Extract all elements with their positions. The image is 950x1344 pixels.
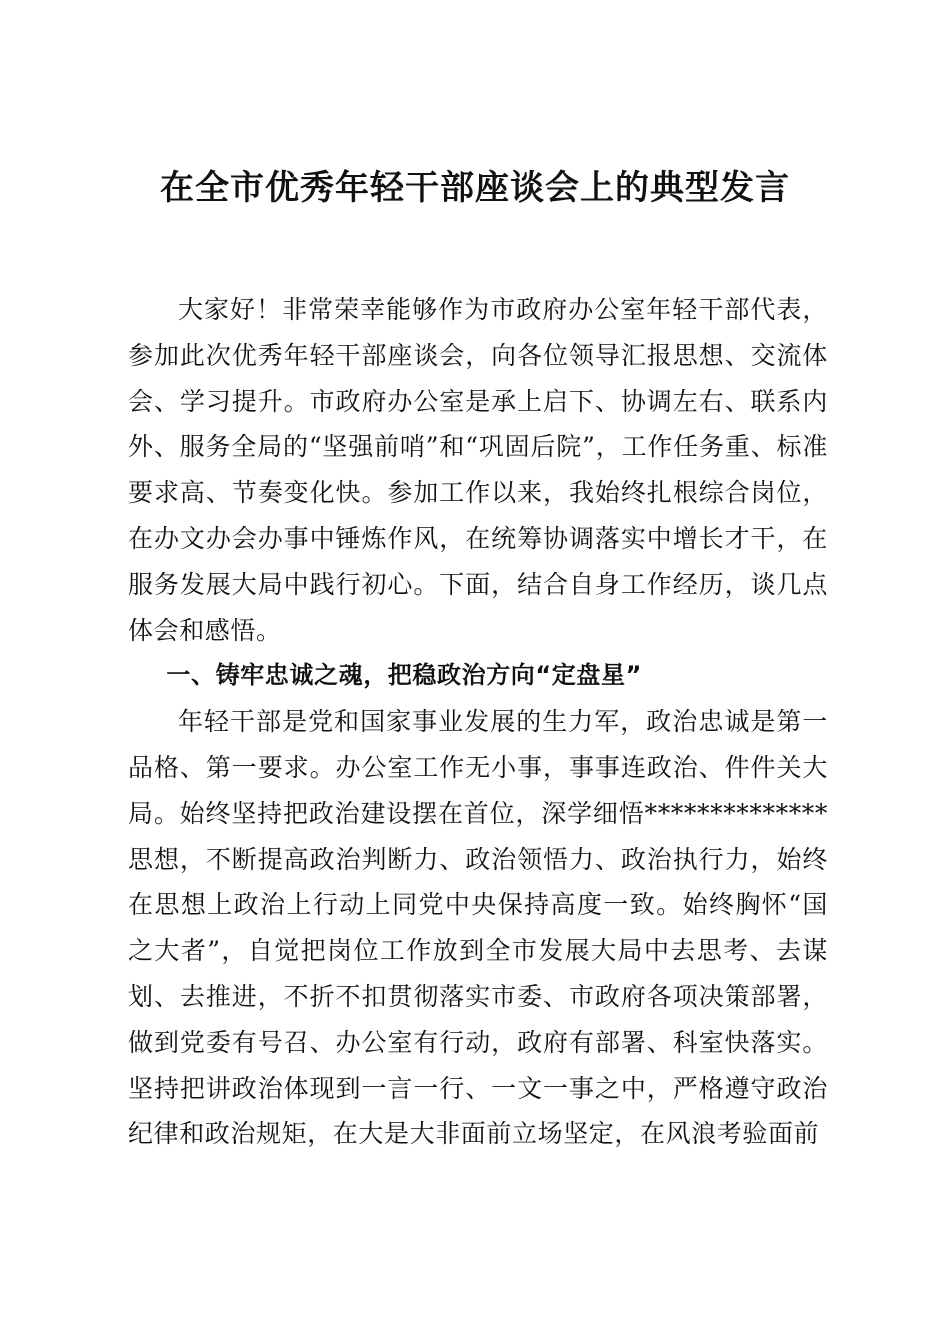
section-1-paragraph: 年轻干部是党和国家事业发展的生力军，政治忠诚是第一品格、第一要求。办公室工作无小事，事事连政治、件件关大局。始终坚持把政治建设摆在首位，深学细悟**************思想，不断提高政治判断力、政治领悟力、政治执行力，始终在思想上政治上行动上同党中央保持高度一致。始终胸怀“国之大者”，自觉把岗位工作放到全市发展大局中去思考、去谋划、去推进，不折不扣贯彻落实市委、市政府各项决策部署，做到党委有号召、办公室有行动，政府有部署、科室快落实。坚持把讲政治体现到一言一行、一文一事之中，严格遵守政治纪律和政治规矩，在大是大非面前立场坚定，在风浪考验面前 <box>128 707 828 1149</box>
document-title: 在全市优秀年轻干部座谈会上的典型发言 <box>160 168 790 208</box>
intro-paragraph: 大家好！非常荣幸能够作为市政府办公室年轻干部代表，参加此次优秀年轻干部座谈会，向各位领导汇报思想、交流体会、学习提升。市政府办公室是承上启下、协调左右、联系内外、服务全局的“坚强前哨”和“巩固后院”，工作任务重、标准要求高、节奏变化快。参加工作以来，我始终扎根综合岗位，在办文办会办事中锤炼作风，在统筹协调落实中增长才干，在服务发展大局中践行初心。下面，结合自身工作经历，谈几点体会和感悟。 <box>128 295 828 645</box>
document-body <box>128 287 828 1157</box>
section-1-heading: 一、铸牢忠诚之魂，把稳政治方向“定盘星” <box>166 661 642 690</box>
